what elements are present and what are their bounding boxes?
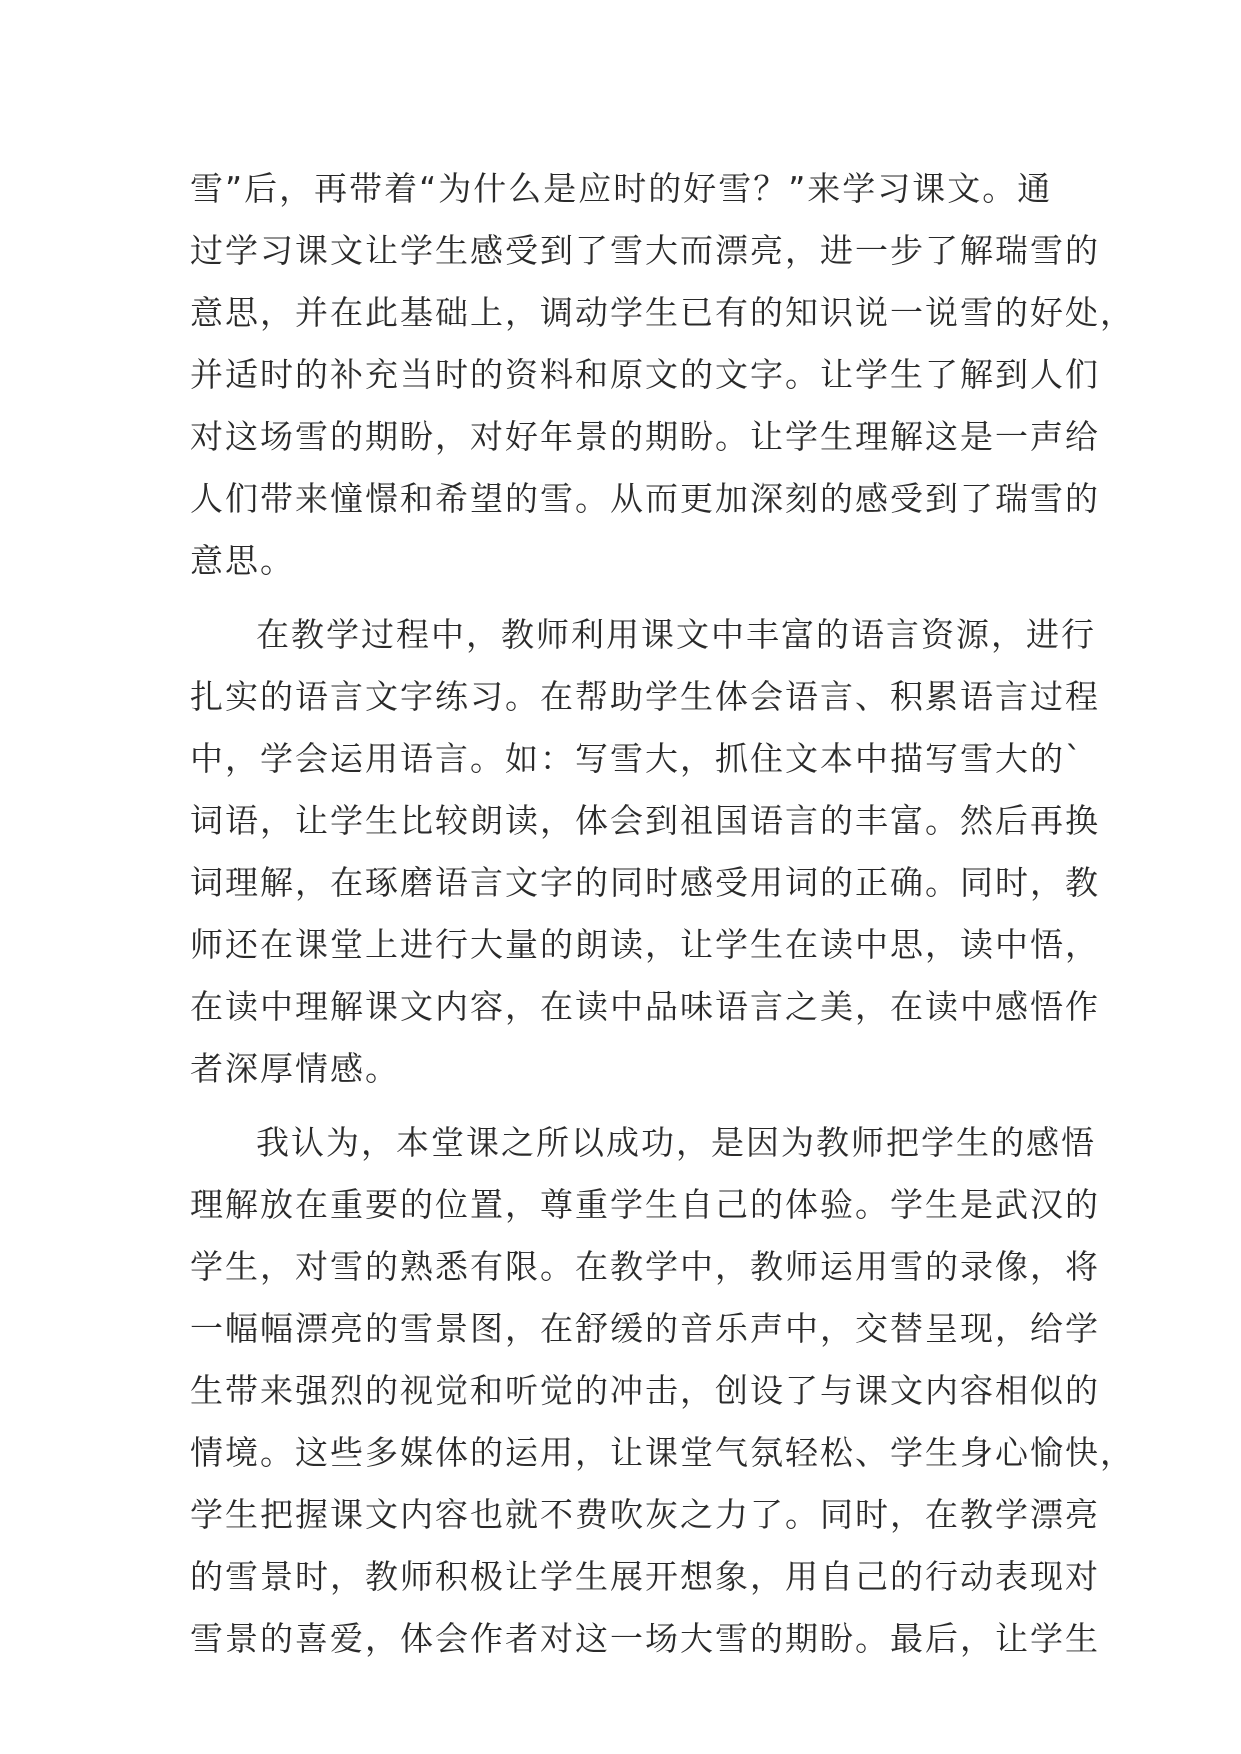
document-body [190,158,1135,1670]
text-line: 词理解，在琢磨语言文字的同时感受用词的正确。同时，教 [190,863,1100,902]
text-line: 对这场雪的期盼，对好年景的期盼。让学生理解这是一声给 [190,417,1100,456]
text-line: 学生，对雪的熟悉有限。在教学中，教师运用雪的录像，将 [190,1247,1100,1286]
text-line: 的雪景时，教师积极让学生展开想象，用自己的行动表现对 [190,1557,1100,1596]
text-line: 并适时的补充当时的资料和原文的文字。让学生了解到人们 [190,355,1100,394]
paragraph-gap [190,592,1070,604]
paragraph-1 [190,158,1135,592]
paragraph-2 [190,604,1100,1100]
text-line: 过学习课文让学生感受到了雪大而漂亮，进一步了解瑞雪的 [190,231,1100,270]
text-line: 一幅幅漂亮的雪景图，在舒缓的音乐声中，交替呈现，给学 [190,1309,1100,1348]
text-line: 情境。这些多媒体的运用，让课堂气氛轻松、学生身心愉快， [190,1433,1135,1472]
text-line: 在读中理解课文内容，在读中品味语言之美，在读中感悟作 [190,987,1100,1026]
text-line: 意思。 [190,541,295,580]
paragraph-3 [190,1112,1135,1670]
text-line: 我认为，本堂课之所以成功，是因为教师把学生的感悟 [256,1123,1096,1162]
text-line: 理解放在重要的位置，尊重学生自己的体验。学生是武汉的 [190,1185,1100,1224]
text-line: 学生把握课文内容也就不费吹灰之力了。同时，在教学漂亮 [190,1495,1100,1534]
text-line: 雪”后，再带着“为什么是应时的好雪？”来学习课文。通 [190,169,1053,208]
text-line: 在教学过程中，教师利用课文中丰富的语言资源，进行 [256,615,1096,654]
text-line: 扎实的语言文字练习。在帮助学生体会语言、积累语言过程 [190,677,1100,716]
text-line: 生带来强烈的视觉和听觉的冲击，创设了与课文内容相似的 [190,1371,1100,1410]
text-line: 意思，并在此基础上，调动学生已有的知识说一说雪的好处， [190,293,1135,332]
text-line: 师还在课堂上进行大量的朗读，让学生在读中思，读中悟， [190,925,1100,964]
paragraph-gap [190,1100,1070,1112]
text-line: 词语，让学生比较朗读，体会到祖国语言的丰富。然后再换 [190,801,1100,840]
text-line: 中，学会运用语言。如：写雪大，抓住文本中描写雪大的` [190,739,1084,778]
text-line: 人们带来憧憬和希望的雪。从而更加深刻的感受到了瑞雪的 [190,479,1100,518]
text-line: 雪景的喜爱，体会作者对这一场大雪的期盼。最后，让学生 [190,1619,1100,1658]
text-line: 者深厚情感。 [190,1049,400,1088]
